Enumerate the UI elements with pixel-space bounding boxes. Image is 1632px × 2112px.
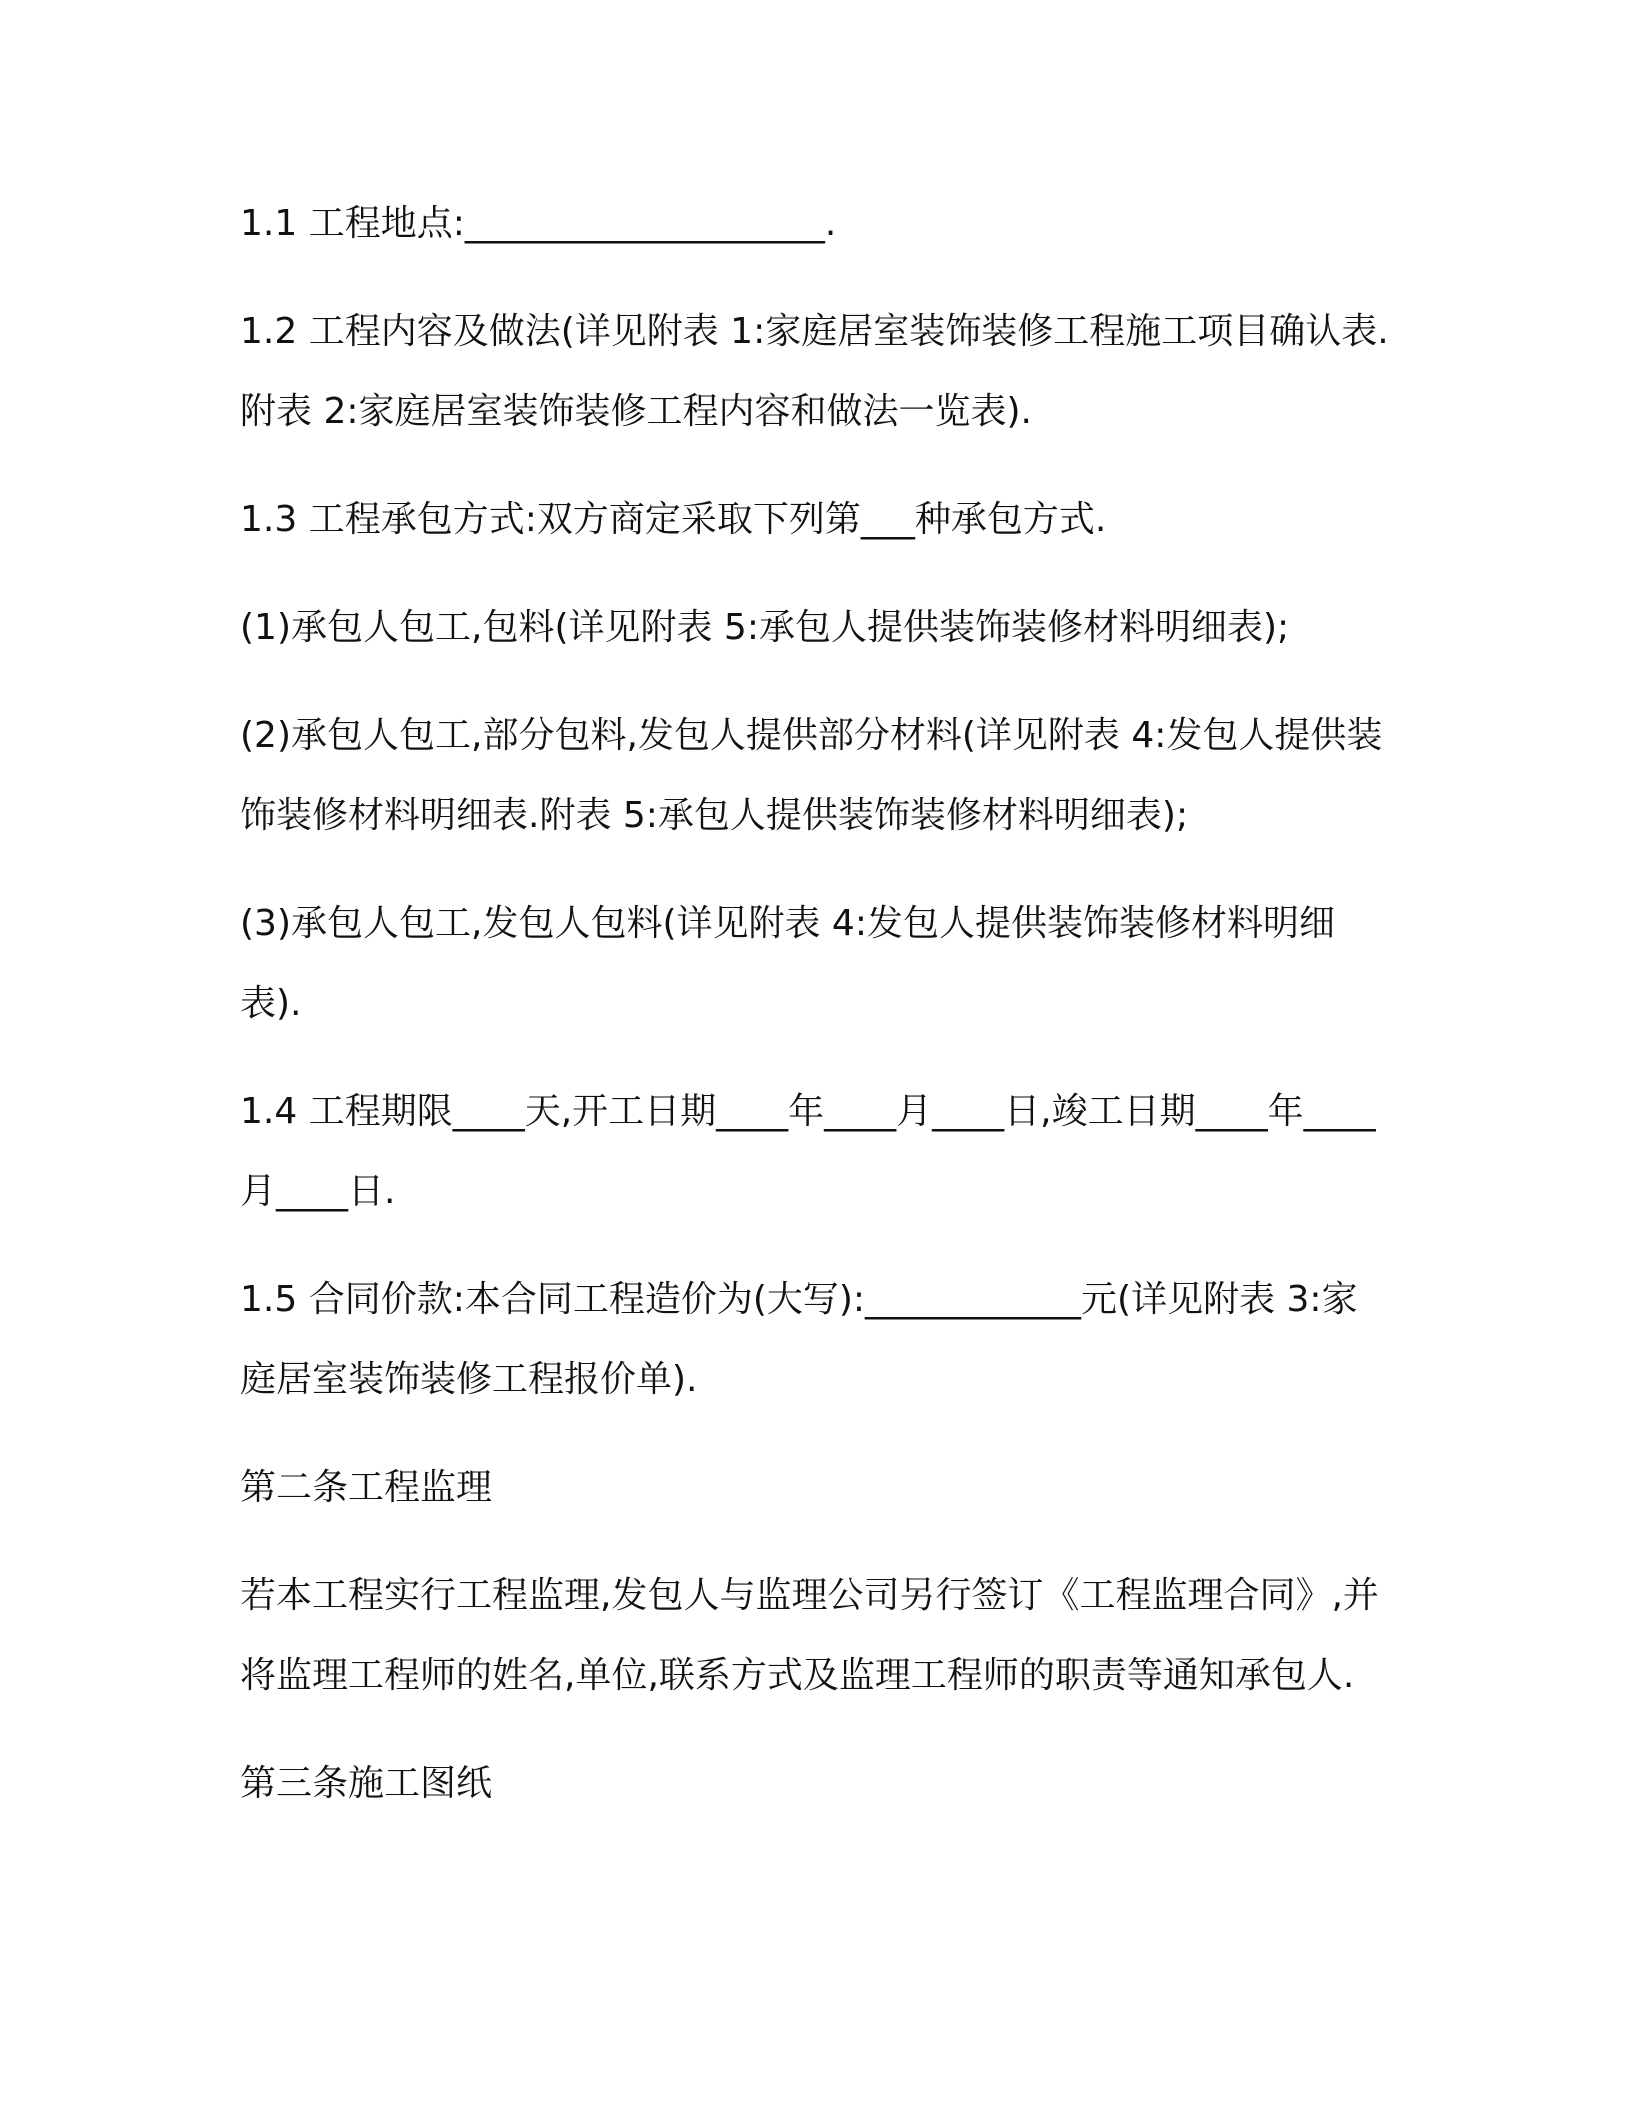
clause-1-4-project-duration: 1.4 工程期限____天,开工日期____年____月____日,竣工日期____年____月____日.	[240, 1091, 1376, 1212]
article-3-heading: 第三条施工图纸	[240, 1763, 493, 1804]
document-body	[240, 184, 1390, 1824]
clause-1-3-contracting-method: 1.3 工程承包方式:双方商定采取下列第___种承包方式.	[240, 499, 1107, 540]
option-1-contractor-labor-and-materials: (1)承包人包工,包料(详见附表 5:承包人提供装饰装修材料明细表);	[240, 607, 1290, 648]
clause-1-5-contract-price: 1.5 合同价款:本合同工程造价为(大写):____________元(详见附表 3:家庭居室装饰装修工程报价单).	[240, 1279, 1358, 1400]
clause-1-2-project-content: 1.2 工程内容及做法(详见附表 1:家庭居室装饰装修工程施工项目确认表.附表 2:家庭居室装饰装修工程内容和做法一览表).	[240, 311, 1389, 432]
option-3-owner-provides-materials: (3)承包人包工,发包人包料(详见附表 4:发包人提供装饰装修材料明细表).	[240, 903, 1335, 1024]
article-2-supervision-text: 若本工程实行工程监理,发包人与监理公司另行签订《工程监理合同》,并将监理工程师的姓名,单位,联系方式及监理工程师的职责等通知承包人.	[240, 1575, 1379, 1696]
clause-1-1-project-location: 1.1 工程地点:____________________.	[240, 203, 837, 244]
article-2-heading: 第二条工程监理	[240, 1467, 493, 1508]
option-2-partial-materials: (2)承包人包工,部分包料,发包人提供部分材料(详见附表 4:发包人提供装饰装修材料明细表.附表 5:承包人提供装饰装修材料明细表);	[240, 715, 1383, 836]
